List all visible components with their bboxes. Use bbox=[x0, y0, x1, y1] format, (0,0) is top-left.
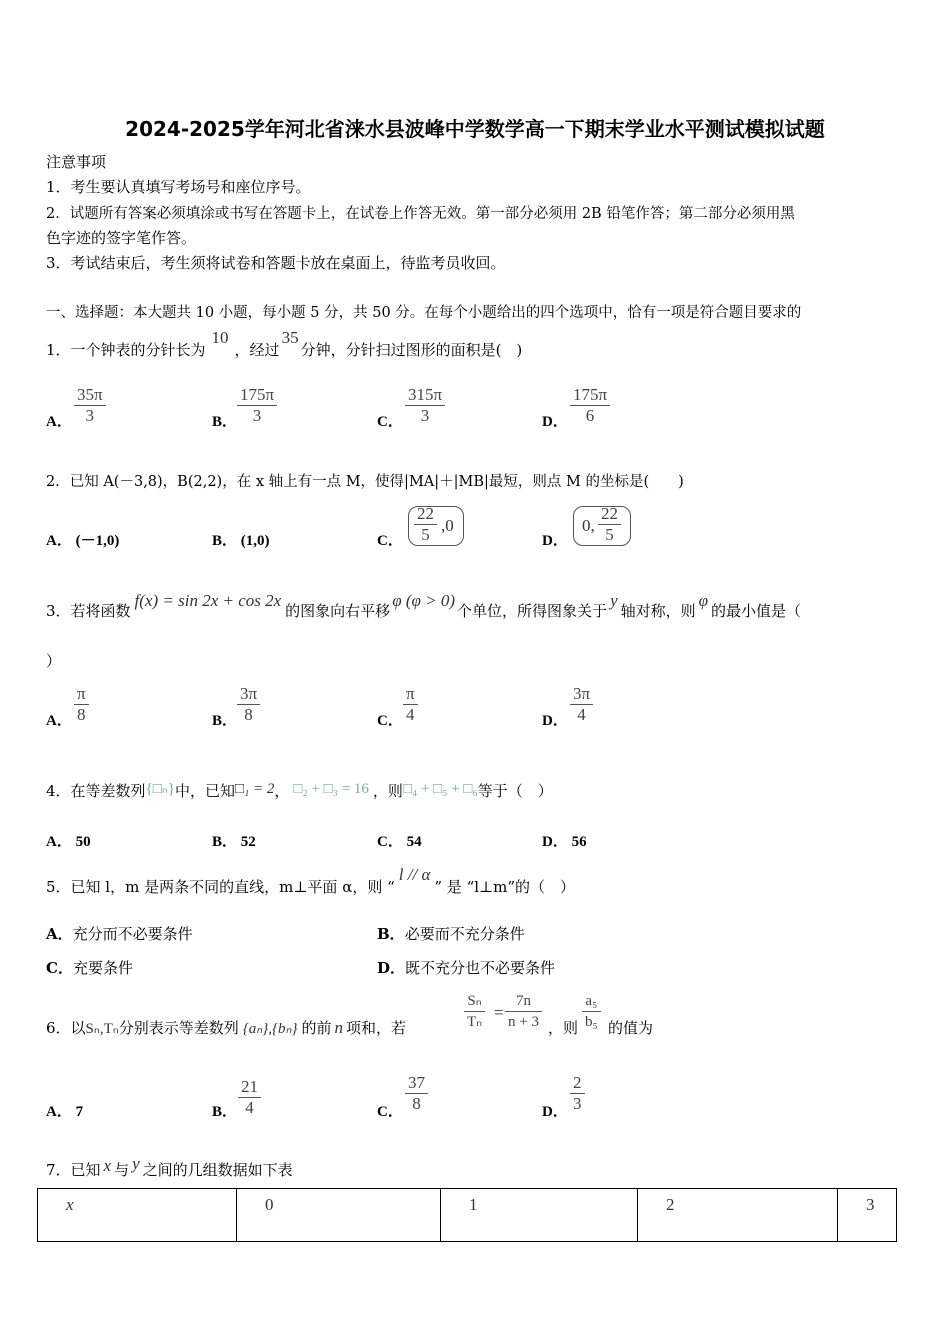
q2-option-b: B． (1,0) bbox=[212, 533, 270, 549]
q5-option-b: B．必要而不充分条件 bbox=[377, 925, 525, 943]
q6-option-c-value: $\frac{37}{8}$ bbox=[405, 1073, 428, 1114]
q5-option-c: C．充要条件 bbox=[46, 959, 133, 977]
q6-option-b-label: B． bbox=[212, 1104, 238, 1120]
q1-stem: 1．一个钟表的分针长为10，经过35分钟，分针扫过图形的面积是( ) bbox=[46, 328, 523, 359]
q1-option-d-label: D． bbox=[542, 414, 568, 430]
table-cell: 1 bbox=[441, 1189, 638, 1242]
q2-stem: 2．已知 A(－3,8)，B(2,2)，在 x 轴上有一点 M，使得|MA|＋|MB|最短，则点 M 的坐标是( ) bbox=[46, 474, 684, 490]
q1-option-b-label: B． bbox=[212, 414, 238, 430]
q6-equals: = bbox=[494, 1003, 504, 1022]
q5-option-d: D．既不充分也不必要条件 bbox=[377, 959, 556, 977]
notice-heading: 注意事项 bbox=[46, 153, 107, 171]
q4-option-c: C． 54 bbox=[377, 834, 422, 850]
q1-option-c-label: C． bbox=[377, 414, 403, 430]
q5-option-a: A．充分而不必要条件 bbox=[46, 925, 193, 943]
q2-option-a: A． (－1,0) bbox=[46, 533, 120, 549]
q3-option-d-label: D． bbox=[542, 713, 568, 729]
q3-stem: 3．若将函数f(x) = sin 2x + cos 2x的图象向右平移φ (φ > 0)个单位，所得图象关于y轴对称，则φ的最小值是（ bbox=[46, 591, 802, 620]
q6-stem-start: 6．以Sₙ,Tₙ分别表示等差数列 {aₙ},{bₙ} 的前 n 项和，若 bbox=[46, 1018, 407, 1037]
q7-stem: 7．已知 x 与 y 之间的几组数据如下表 bbox=[46, 1154, 293, 1179]
notice-item: 1．考生要认真填写考场号和座位序号。 bbox=[46, 178, 311, 196]
notice-item: 色字迹的签字笔作答。 bbox=[46, 229, 197, 247]
q6-stem-mid: ，则 bbox=[548, 1019, 579, 1037]
q6-option-b-value: $\frac{21}{4}$ bbox=[238, 1077, 261, 1118]
q1-option-a-value: $\frac{35\pi}{3}$ bbox=[74, 385, 106, 426]
notice-item: 3．考试结束后，考生须将试卷和答题卡放在桌面上，待监考员收回。 bbox=[46, 254, 506, 272]
q4-option-b: B． 52 bbox=[212, 834, 256, 850]
section-heading: 一、选择题：本大题共 10 小题，每小题 5 分，共 50 分。在每个小题给出的四个选项中，恰有一项是符合题目要求的 bbox=[46, 305, 802, 321]
q1-option-c-value: $\frac{315\pi}{3}$ bbox=[405, 385, 445, 426]
q2-option-c-value: $\frac{22}{5}$ bbox=[414, 504, 437, 545]
q6-ratio-query: $\frac{\text{a₅}}{\text{b₅}}$ bbox=[582, 991, 601, 1032]
q3-option-d-value: $\frac{3\pi}{4}$ bbox=[570, 684, 593, 725]
q2-option-d-label: D． bbox=[542, 533, 568, 549]
table-cell: x bbox=[38, 1189, 237, 1242]
page-title: 2024-2025学年河北省涞水县波峰中学数学高一下期末学业水平测试模拟试题 bbox=[125, 117, 825, 141]
q3-option-b-value: $\frac{3\pi}{8}$ bbox=[237, 684, 260, 725]
q5-stem: 5．已知 l，m 是两条不同的直线，m⊥平面 α，则 “l // α” 是 “l⊥m”的（ ） bbox=[46, 865, 576, 896]
q4-stem: 4．在等差数列{□ₙ}中，已知□₁ = 2， □₂ + □₃ = 16 ，则□₄ + □₅ + □₆等于（ ） bbox=[46, 781, 553, 800]
table-cell: 2 bbox=[638, 1189, 838, 1242]
q1-option-b-value: $\frac{175\pi}{3}$ bbox=[237, 385, 277, 426]
table-cell: 3 bbox=[838, 1189, 897, 1242]
q6-ratio-left: $\frac{\text{Sₙ}}{\text{Tₙ}}$ bbox=[464, 991, 485, 1032]
q1-option-a-label: A． bbox=[46, 414, 72, 430]
q6-option-a: A． 7 bbox=[46, 1104, 84, 1120]
q2-option-c-label: C． bbox=[377, 533, 403, 549]
q6-option-c-label: C． bbox=[377, 1104, 403, 1120]
table-row bbox=[38, 1189, 897, 1242]
q3-option-c-label: C． bbox=[377, 713, 403, 729]
data-table bbox=[37, 1188, 897, 1242]
q3-option-a-label: A． bbox=[46, 713, 72, 729]
q3-option-c-value: $\frac{\pi}{4}$ bbox=[403, 684, 418, 725]
q6-stem-end: 的值为 bbox=[608, 1019, 654, 1037]
q6-ratio-right: $\frac{7n}{n + 3}$ bbox=[505, 991, 542, 1032]
q2-option-d-head: 0, bbox=[582, 516, 595, 535]
table-cell: 0 bbox=[237, 1189, 441, 1242]
q3-stem-close: ） bbox=[46, 652, 62, 670]
q4-option-d: D． 56 bbox=[542, 834, 587, 850]
q2-option-d-value: $\frac{22}{5}$ bbox=[598, 504, 621, 545]
q1-option-d-value: $\frac{175\pi}{6}$ bbox=[570, 385, 610, 426]
notice-item: 2．试题所有答案必须填涂或书写在答题卡上，在试卷上作答无效。第一部分必须用 2B 铅笔作答；第二部分必须用黑 bbox=[46, 206, 795, 222]
q6-option-d-label: D． bbox=[542, 1104, 568, 1120]
q4-option-a: A． 50 bbox=[46, 834, 91, 850]
q2-option-c-tail: ,0 bbox=[441, 516, 454, 535]
q6-option-d-value: $\frac{2}{3}$ bbox=[570, 1073, 585, 1114]
q3-option-a-value: $\frac{\pi}{8}$ bbox=[74, 684, 89, 725]
q3-option-b-label: B． bbox=[212, 713, 238, 729]
